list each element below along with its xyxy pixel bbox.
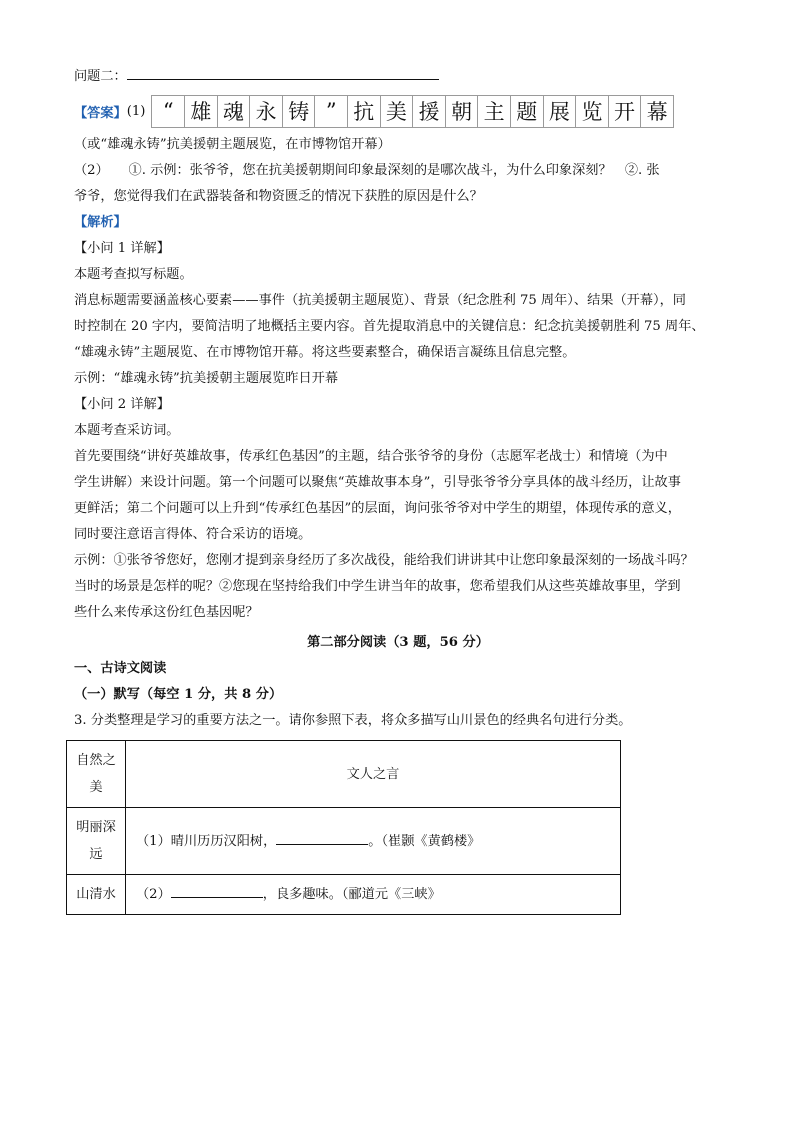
- grid-cell: “: [151, 95, 184, 128]
- answer-part2-line: 爷爷，您觉得我们在武器装备和物资匮乏的情况下获胜的原因是什么？: [74, 189, 483, 204]
- question-two-label: 问题二：: [74, 69, 127, 84]
- question-two-line: [74, 64, 722, 90]
- analysis-text-line: 当时的场景是怎样的呢？②您现在坚持给我们中学生讲当年的故事，您希望我们从这些英雄故事里，学到: [74, 579, 681, 594]
- grid-cell: 援: [412, 95, 445, 128]
- quote-suffix: 。（崔颢《黄鹤楼》: [368, 833, 481, 849]
- question-3-prompt: 3. 分类整理是学习的重要方法之一。请你参照下表，将众多描写山川景色的经典名句进行分类。: [74, 713, 632, 728]
- analysis-text-line: 消息标题需要涵盖核心要素——事件（抗美援朝主题展览）、背景（纪念胜利 75 周年）、结果（开幕），同: [74, 293, 686, 308]
- answer-blank-line[interactable]: [127, 65, 439, 80]
- grid-cell: 主: [477, 95, 510, 128]
- grid-cell: 览: [575, 95, 608, 128]
- analysis-text-line: “雄魂永铸”主题展览、在市博物馆开幕。将这些要素整合，确保语言凝练且信息完整。: [74, 345, 576, 360]
- grid-cell: 题: [510, 95, 543, 128]
- answer-tag: 【答案】: [74, 105, 127, 121]
- analysis-text-line: 同时要注意语言得体、符合采访的语境。: [74, 527, 312, 542]
- analysis-text-line: 些什么来传承这份红色基因呢？: [74, 605, 259, 620]
- analysis-text-line: 示例：“雄魂永铸”抗美援朝主题展览昨日开幕: [74, 371, 339, 386]
- poem-classification-table: [66, 740, 621, 915]
- analysis-text-line: 学生讲解）来设计问题。第一个问题可以聚焦“英雄故事本身”，引导张爷爷分享具体的战斗经历，让故事: [74, 475, 681, 490]
- quote-suffix: ，良多趣味。（郦道元《三峡》: [262, 887, 441, 902]
- subsection-heading: （一）默写（每空 1 分，共 8 分）: [74, 687, 283, 702]
- table-quote-cell: [126, 875, 621, 915]
- quote-prefix: （1）晴川历历汉阳树，: [136, 833, 277, 849]
- grid-cell: 抗: [347, 95, 380, 128]
- table-header-row: [67, 741, 621, 808]
- grid-cell: 幕: [640, 95, 674, 128]
- part-two-title: 第二部分阅读（3 题，56 分）: [307, 635, 489, 650]
- section-heading: 一、古诗文阅读: [74, 661, 167, 676]
- analysis-text-line: 时控制在 20 字内，要简洁明了地概括主要内容。首先提取消息中的关键信息：纪念抗美援朝胜利 75 周年、: [74, 319, 705, 334]
- table-row: [67, 875, 621, 915]
- answer-part1-number: (1): [126, 103, 146, 119]
- answer-row: [74, 92, 722, 130]
- analysis-tag: 【解析】: [74, 215, 127, 230]
- fill-blank[interactable]: [276, 830, 368, 845]
- analysis-text-line: 示例：①张爷爷您好，您刚才提到亲身经历了多次战役，能给我们讲讲其中让您印象最深刻的一场战斗吗？: [74, 553, 694, 568]
- analysis-text-line: 更鲜活；第二个问题可以上升到“传承红色基因”的层面，询问张爷爷对中学生的期望，体现传承的意义，: [74, 501, 681, 516]
- answer-alternative: （或“雄魂永铸”抗美援朝主题展览，在市博物馆开幕）: [74, 137, 391, 152]
- table-quote-cell: [126, 808, 621, 875]
- table-category-cell: 山清水: [67, 875, 126, 915]
- grid-cell: ”: [314, 95, 347, 128]
- table-row: [67, 808, 621, 875]
- analysis-text-line: 本题考查采访词。: [74, 423, 180, 438]
- grid-cell: 永: [249, 95, 282, 128]
- grid-cell: 美: [380, 95, 413, 128]
- grid-cell: 展: [543, 95, 576, 128]
- grid-cell: 魂: [217, 95, 250, 128]
- analysis-text-line: 首先要围绕“讲好英雄故事，传承红色基因”的主题，结合张爷爷的身份（志愿军老战士）和情境（为中: [74, 449, 668, 464]
- fill-blank[interactable]: [171, 883, 263, 898]
- answer-character-grid: [151, 95, 674, 128]
- grid-cell: 开: [608, 95, 641, 128]
- sub-question-1-title: 【小问 1 详解】: [74, 241, 170, 256]
- answer-part2-line: （2） ①. 示例：张爷爷，您在抗美援朝期间印象最深刻的是哪次战斗，为什么印象深刻？ ②. 张: [74, 163, 660, 178]
- analysis-text-line: 本题考查拟写标题。: [74, 267, 193, 282]
- document-content: [74, 64, 722, 915]
- sub-question-2-title: 【小问 2 详解】: [74, 397, 170, 412]
- table-header-cell: 自然之美: [67, 741, 126, 808]
- grid-cell: 朝: [445, 95, 478, 128]
- grid-cell: 雄: [184, 95, 217, 128]
- grid-cell: 铸: [282, 95, 315, 128]
- table-header-cell: 文人之言: [126, 741, 621, 808]
- table-category-cell: 明丽深远: [67, 808, 126, 875]
- quote-prefix: （2）: [136, 887, 171, 902]
